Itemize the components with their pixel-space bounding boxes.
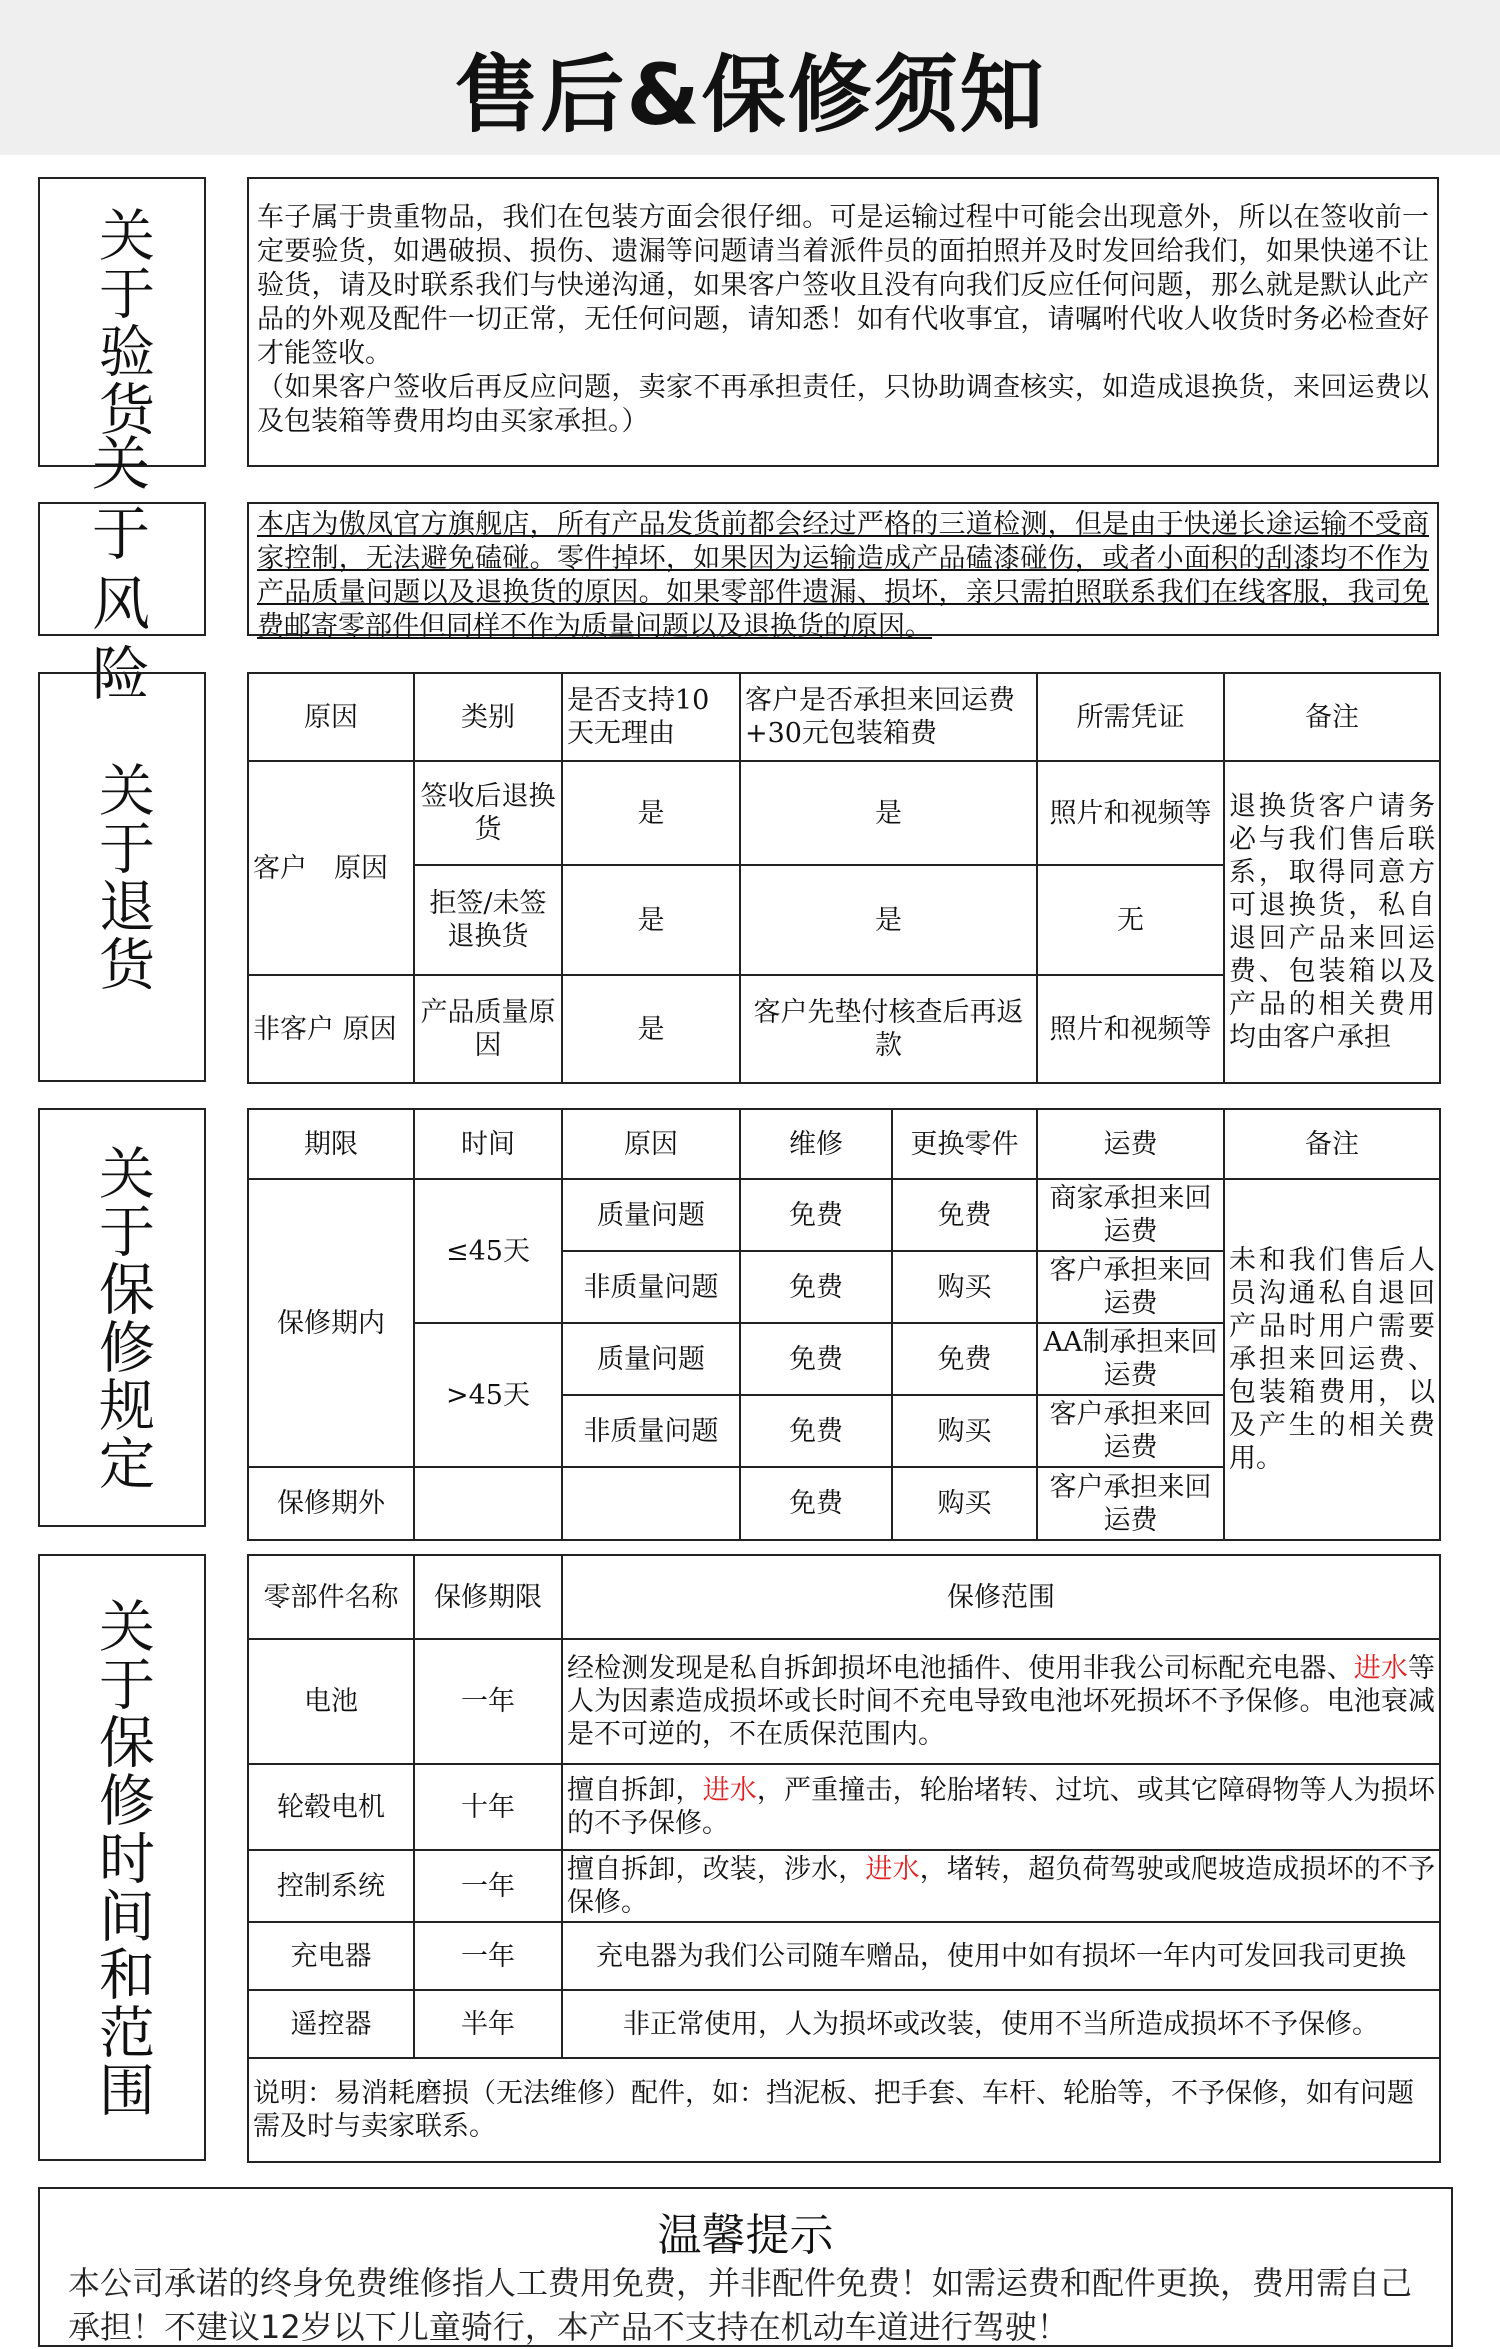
scope-highlight: 进水	[1353, 1653, 1409, 1684]
scope-text: ，堵转，超负荷驾驶或爬坡造成损坏的不予保修。	[567, 1854, 1436, 1918]
risk-text: 本店为傲凤官方旗舰店，所有产品发货前都会经过严格的三道检测，但是由于快递长途运输不受商家控制，无法避免磕碰。零件掉坏，如果因为运输造成产品磕漆碰伤，或者小面积的刮漆均不作为产品质量问题以及退换货的原因。如果零部件遗漏、损坏，亲只需拍照联系我们在线客服，我司免费邮寄零部件但同样不作为质量问题以及退换货的原因。	[257, 509, 1429, 642]
part-scope	[562, 1764, 1440, 1850]
return-category: 签收后退换货	[414, 761, 562, 865]
warranty-shipping: AA制承担来回运费	[1037, 1323, 1224, 1395]
warranty-rules-table	[247, 1108, 1441, 1541]
part-name: 充电器	[248, 1922, 414, 1990]
col-header: 维修	[740, 1109, 892, 1179]
warranty-rules-label: 关于保修规定	[38, 1108, 206, 1527]
inspection-text: 车子属于贵重物品，我们在包装方面会很仔细。可是运输过程中可能会出现意外，所以在签收前一定要验货，如遇破损、损伤、遗漏等问题请当着派件员的面拍照并及时发回给我们，如果快递不让验货，请及时联系我们与快递沟通，如果客户签收且没有向我们反应任何问题，那么就是默认此产品的外观及配件一切正常，无任何问题，请知悉！如有代收事宜，请嘱咐代收人收货时务必检查好才能签收。	[257, 202, 1429, 369]
warranty-repair: 免费	[740, 1323, 892, 1395]
returns-table	[247, 672, 1441, 1084]
returns-note: 退换货客户请务必与我们售后联系，取得同意方可退换货，私自退回产品来回运费、包装箱以及产品的相关费用均由客户承担	[1224, 761, 1440, 1083]
table-header-row	[248, 1109, 1440, 1179]
part-period: 十年	[414, 1764, 562, 1850]
warranty-reason: 非质量问题	[562, 1395, 740, 1467]
return-proof: 无	[1037, 865, 1224, 975]
table-row	[248, 1922, 1440, 1990]
part-period: 一年	[414, 1850, 562, 1922]
non-customer-reason: 非客户 原因	[248, 975, 414, 1083]
warranty-scope-label: 关于保修时间和范围	[38, 1554, 206, 2161]
warranty-repair: 免费	[740, 1179, 892, 1251]
col-header: 保修期限	[414, 1555, 562, 1639]
return-bear: 是	[740, 761, 1037, 865]
part-scope: 充电器为我们公司随车赠品，使用中如有损坏一年内可发回我司更换	[562, 1922, 1440, 1990]
return-support: 是	[562, 761, 740, 865]
part-period: 一年	[414, 1922, 562, 1990]
inspection-disclaimer: （如果客户签收后再反应问题，卖家不再承担责任，只协助调查核实，如造成退换货，来回运费以及包装箱等费用均由买家承担。）	[257, 372, 1429, 437]
returns-label: 关于退货	[38, 672, 206, 1082]
risk-label-text: 关于风险	[91, 430, 152, 708]
out-warranty-period: 保修期外	[248, 1467, 414, 1540]
risk-box	[247, 502, 1439, 642]
tip-title: 温馨提示	[657, 2210, 834, 2261]
warranty-shipping: 客户承担来回运费	[1037, 1467, 1224, 1540]
inspection-box	[247, 177, 1439, 467]
table-header-row	[248, 673, 1440, 761]
time-short: ≤45天	[414, 1179, 562, 1323]
inspection-label: 关于验货	[38, 177, 206, 467]
warranty-parts: 购买	[892, 1251, 1037, 1323]
col-header: 客户是否承担来回运费+30元包装箱费	[740, 673, 1037, 761]
warranty-reason: 质量问题	[562, 1179, 740, 1251]
return-category: 产品质量原因	[414, 975, 562, 1083]
warranty-reason: 非质量问题	[562, 1251, 740, 1323]
col-header: 期限	[248, 1109, 414, 1179]
warranty-time-empty	[414, 1467, 562, 1540]
table-row	[248, 761, 1440, 865]
return-proof: 照片和视频等	[1037, 975, 1224, 1083]
customer-reason: 客户 原因	[248, 761, 414, 975]
table-row	[248, 2058, 1440, 2162]
warranty-shipping: 客户承担来回运费	[1037, 1251, 1224, 1323]
scope-text: ，严重撞击，轮胎堵转、过坑、或其它障碍物等人为损坏的不予保修。	[567, 1775, 1436, 1839]
table-row	[248, 1179, 1440, 1251]
part-period: 一年	[414, 1639, 562, 1764]
part-scope	[562, 1639, 1440, 1764]
col-header: 时间	[414, 1109, 562, 1179]
col-header: 保修范围	[562, 1555, 1440, 1639]
col-header: 备注	[1224, 1109, 1440, 1179]
col-header: 更换零件	[892, 1109, 1037, 1179]
table-header-row	[248, 1555, 1440, 1639]
warranty-parts: 购买	[892, 1467, 1037, 1540]
warranty-reason: 质量问题	[562, 1323, 740, 1395]
page-title: 售后&保修须知	[454, 46, 1046, 144]
tip-box	[38, 2187, 1453, 2347]
col-header: 零部件名称	[248, 1555, 414, 1639]
part-period: 半年	[414, 1990, 562, 2058]
warranty-shipping: 客户承担来回运费	[1037, 1395, 1224, 1467]
time-long: >45天	[414, 1323, 562, 1467]
warranty-rules-note: 未和我们售后人员沟通私自退回产品时用户需要承担来回运费、包装箱费用，以及产生的相关费用。	[1224, 1179, 1440, 1540]
col-header: 原因	[248, 673, 414, 761]
col-header: 类别	[414, 673, 562, 761]
warranty-reason	[562, 1467, 740, 1540]
return-bear: 客户先垫付核查后再返款	[740, 975, 1037, 1083]
part-name: 控制系统	[248, 1850, 414, 1922]
part-scope: 非正常使用，人为损坏或改装，使用不当所造成损坏不予保修。	[562, 1990, 1440, 2058]
part-name: 轮毂电机	[248, 1764, 414, 1850]
in-warranty-period: 保修期内	[248, 1179, 414, 1467]
scope-text: 擅自拆卸，改装，涉水，	[567, 1854, 866, 1885]
return-category: 拒签/未签退换货	[414, 865, 562, 975]
col-header: 所需凭证	[1037, 673, 1224, 761]
col-header: 运费	[1037, 1109, 1224, 1179]
table-row	[248, 1639, 1440, 1764]
return-support: 是	[562, 865, 740, 975]
warranty-repair: 免费	[740, 1467, 892, 1540]
part-name: 电池	[248, 1639, 414, 1764]
scope-highlight: 进水	[702, 1775, 757, 1806]
page-header	[0, 0, 1500, 155]
warranty-shipping: 商家承担来回运费	[1037, 1179, 1224, 1251]
return-proof: 照片和视频等	[1037, 761, 1224, 865]
scope-highlight: 进水	[865, 1854, 920, 1885]
warranty-parts: 免费	[892, 1179, 1037, 1251]
part-scope	[562, 1850, 1440, 1922]
return-bear: 是	[740, 865, 1037, 975]
scope-text: 擅自拆卸，	[567, 1775, 703, 1806]
warranty-scope-table	[247, 1554, 1441, 2163]
col-header: 原因	[562, 1109, 740, 1179]
warranty-repair: 免费	[740, 1251, 892, 1323]
return-support: 是	[562, 975, 740, 1083]
warranty-parts: 免费	[892, 1323, 1037, 1395]
col-header: 是否支持10天无理由	[562, 673, 740, 761]
risk-label	[38, 430, 206, 708]
table-row	[248, 1990, 1440, 2058]
scope-text: 等人为因素造成损坏或长时间不充电导致电池坏死损坏不予保修。电池衰减是不可逆的，不在质保范围内。	[567, 1653, 1436, 1750]
table-row	[248, 1850, 1440, 1922]
col-header: 备注	[1224, 673, 1440, 761]
tip-text: 本公司承诺的终身免费维修指人工费用免费，并非配件免费！如需运费和配件更换，费用需自己承担！不建议12岁以下儿童骑行，本产品不支持在机动车道进行驾驶！	[68, 2264, 1413, 2346]
part-name: 遥控器	[248, 1990, 414, 2058]
scope-note: 说明：易消耗磨损（无法维修）配件，如：挡泥板、把手套、车杆、轮胎等，不予保修，如有问题需及时与卖家联系。	[248, 2058, 1440, 2162]
table-row	[248, 1764, 1440, 1850]
warranty-repair: 免费	[740, 1395, 892, 1467]
scope-text: 经检测发现是私自拆卸损坏电池插件、使用非我公司标配充电器、	[567, 1653, 1354, 1684]
warranty-parts: 购买	[892, 1395, 1037, 1467]
